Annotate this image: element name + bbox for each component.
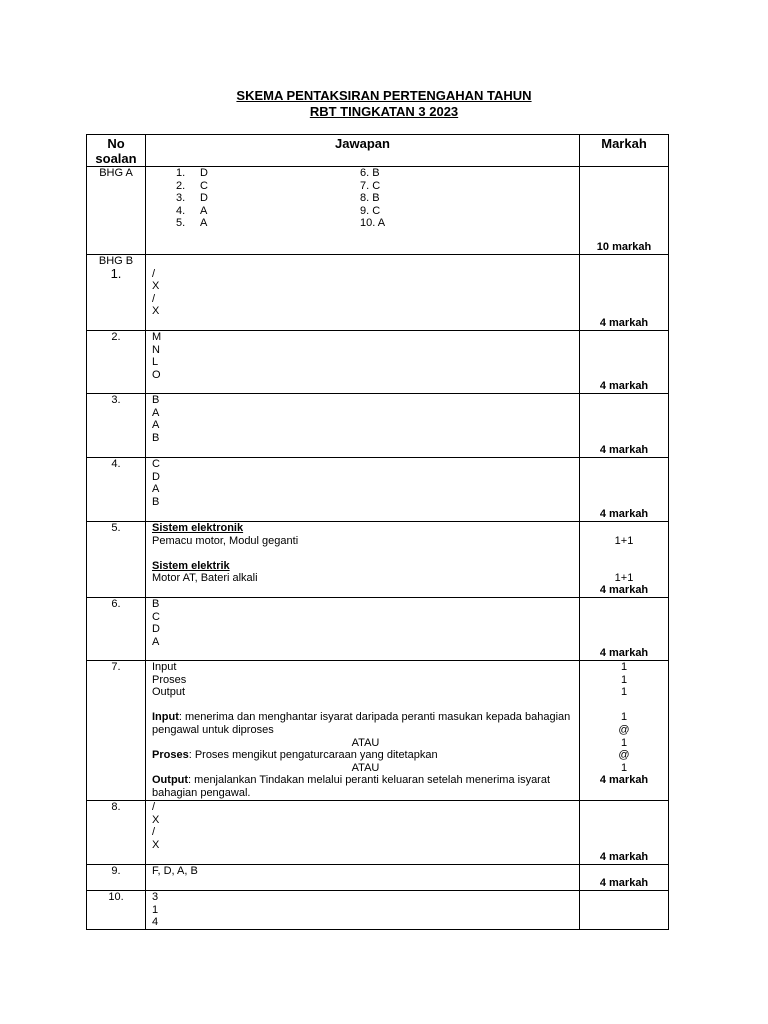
question-number: 4.	[87, 458, 146, 522]
answer-line: /	[152, 267, 156, 280]
answer-line: D	[152, 623, 160, 636]
mcq-answer: C	[200, 179, 208, 192]
mark-value: 1+1	[614, 534, 634, 547]
header-markah: Markah	[580, 135, 669, 167]
mcq-answer: 10. A	[360, 217, 386, 230]
row-q4	[87, 458, 669, 522]
row-q9	[87, 865, 669, 891]
question-number: 3.	[87, 394, 146, 458]
answer-line: 1	[152, 903, 159, 916]
mcq-number: 3.	[176, 192, 186, 205]
answer-line: /	[152, 826, 156, 839]
question-number: 10.	[87, 891, 146, 930]
question-number: 8.	[87, 801, 146, 865]
marks-total: 4 markah	[599, 774, 649, 787]
proses-text: : Proses mengikut pengaturcaraan yang ditetapkan	[188, 749, 438, 762]
row-q5	[87, 522, 669, 598]
row-q1	[87, 255, 669, 331]
mark-value: 1+1	[614, 572, 634, 585]
answer-line: X	[152, 838, 160, 851]
answer-line: L	[152, 356, 159, 369]
proses-description	[152, 749, 579, 762]
mcq-number: 5.	[176, 217, 186, 230]
answer-line: X	[152, 813, 160, 826]
answer-line: 3	[152, 891, 159, 903]
mark-value: 1	[620, 736, 628, 749]
marks-bhg-a	[580, 167, 669, 255]
atau-separator: ATAU	[351, 736, 380, 749]
answer-line: A	[152, 419, 160, 432]
answer-q5	[146, 522, 580, 598]
section-label-bhg-a: BHG A	[87, 167, 146, 255]
mark-value: 1	[620, 661, 628, 673]
answer-q3	[146, 394, 580, 458]
answer-line: B	[152, 495, 160, 508]
answer-line: D	[152, 470, 160, 483]
answer-line: A	[152, 406, 160, 419]
answer-line: X	[152, 280, 160, 293]
answer-line: Input	[152, 661, 177, 673]
answer-q10	[146, 891, 580, 930]
input-label: Input	[152, 711, 179, 724]
mcq-number: 1.	[176, 167, 186, 179]
input-description	[152, 711, 579, 736]
row-q8	[87, 801, 669, 865]
marks-total: 4 markah	[599, 647, 649, 660]
answer-q9: F, D, A, B	[146, 865, 580, 891]
proses-label: Proses	[152, 749, 189, 762]
marks-q1	[580, 255, 669, 331]
answer-q6	[146, 598, 580, 661]
mcq-left-column	[176, 167, 360, 230]
answer-q2	[146, 331, 580, 394]
header-row	[87, 135, 669, 167]
marks-total: 4 markah	[599, 317, 649, 330]
marks-q10	[580, 891, 669, 930]
mark-value: 1	[620, 673, 628, 686]
marks-total: 4 markah	[599, 584, 649, 597]
answer-bhg-a	[146, 167, 580, 255]
answer-line: B	[152, 598, 160, 610]
header-no: No soalan	[87, 135, 146, 167]
mcq-answer: 9. C	[360, 204, 381, 217]
answer-line: Pemacu motor, Modul geganti	[152, 534, 299, 547]
mcq-answer: A	[200, 217, 208, 230]
answer-line: A	[152, 483, 160, 496]
row-q10	[87, 891, 669, 930]
answer-line: N	[152, 343, 160, 356]
answer-line: Output	[152, 686, 186, 699]
row-bhg-a	[87, 167, 669, 255]
mcq-answer: A	[200, 204, 208, 217]
mcq-answer: 7. C	[360, 179, 381, 192]
answer-q1	[146, 255, 580, 331]
answer-line: /	[152, 292, 156, 305]
marks-q9	[580, 865, 669, 891]
mcq-number: 2.	[176, 179, 186, 192]
marks-total: 10 markah	[596, 241, 652, 254]
question-number: 7.	[87, 661, 146, 801]
mcq-number: 4.	[176, 204, 186, 217]
marks-total: 4 markah	[599, 380, 649, 393]
answer-line: M	[152, 331, 162, 343]
input-text: : menerima dan menghantar isyarat daripada peranti masukan kepada bahagian pengawal untuk diproses	[152, 711, 571, 736]
title-line-1: SKEMA PENTAKSIRAN PERTENGAHAN TAHUN	[236, 88, 532, 103]
mcq-answer: 6. B	[360, 167, 380, 179]
answer-scheme-table	[86, 134, 669, 930]
answer-line: B	[152, 394, 160, 406]
section-label-bhg-b: BHG B	[98, 255, 134, 267]
marks-q5	[580, 522, 669, 598]
row-q2	[87, 331, 669, 394]
mcq-answer: 8. B	[360, 192, 380, 205]
mcq-answer: D	[200, 167, 208, 179]
answer-line: X	[152, 305, 160, 318]
marks-q4	[580, 458, 669, 522]
marks-total: 4 markah	[599, 877, 649, 890]
question-number: 9.	[87, 865, 146, 891]
question-number: 6.	[87, 598, 146, 661]
answer-line: B	[152, 431, 160, 444]
answer-q7	[146, 661, 580, 801]
mark-value: 1	[620, 711, 628, 724]
mark-value: @	[618, 723, 630, 736]
marks-total: 4 markah	[599, 444, 649, 457]
answer-q4	[146, 458, 580, 522]
marks-q6	[580, 598, 669, 661]
marks-q7	[580, 661, 669, 801]
output-label: Output	[152, 774, 189, 787]
marks-total: 4 markah	[599, 851, 649, 864]
row-q3	[87, 394, 669, 458]
mark-value: 1	[620, 761, 628, 774]
answer-line: /	[152, 801, 156, 813]
answer-line: Proses	[152, 673, 187, 686]
answer-line: C	[152, 458, 160, 470]
atau-separator: ATAU	[351, 761, 380, 774]
header-jawapan: Jawapan	[146, 135, 580, 167]
question-number-label: 1.	[110, 265, 122, 281]
mark-value: 1	[620, 686, 628, 699]
answer-line: A	[152, 635, 160, 648]
marks-total: 4 markah	[599, 508, 649, 521]
output-text: : menjalankan Tindakan melalui peranti keluaran setelah menerima isyarat bahagian pengawal.	[152, 774, 551, 799]
answer-q8	[146, 801, 580, 865]
subheading-sistem-elektronik: Sistem elektronik	[152, 522, 244, 534]
mcq-answer: D	[200, 192, 208, 205]
title-line-2: RBT TINGKATAN 3 2023	[309, 104, 459, 119]
marks-q8	[580, 801, 669, 865]
row-q6	[87, 598, 669, 661]
answer-line: C	[152, 610, 160, 623]
question-number	[87, 255, 146, 331]
output-description	[152, 774, 579, 799]
row-q7	[87, 661, 669, 801]
question-number: 5.	[87, 522, 146, 598]
answer-line: Motor AT, Bateri alkali	[152, 572, 258, 585]
subheading-sistem-elektrik: Sistem elektrik	[152, 559, 230, 572]
marks-q2	[580, 331, 669, 394]
question-number: 2.	[87, 331, 146, 394]
mark-value: @	[618, 749, 630, 762]
marks-q3	[580, 394, 669, 458]
mcq-right-column	[360, 167, 544, 230]
answer-line: 4	[152, 916, 159, 929]
answer-line: O	[152, 368, 161, 381]
